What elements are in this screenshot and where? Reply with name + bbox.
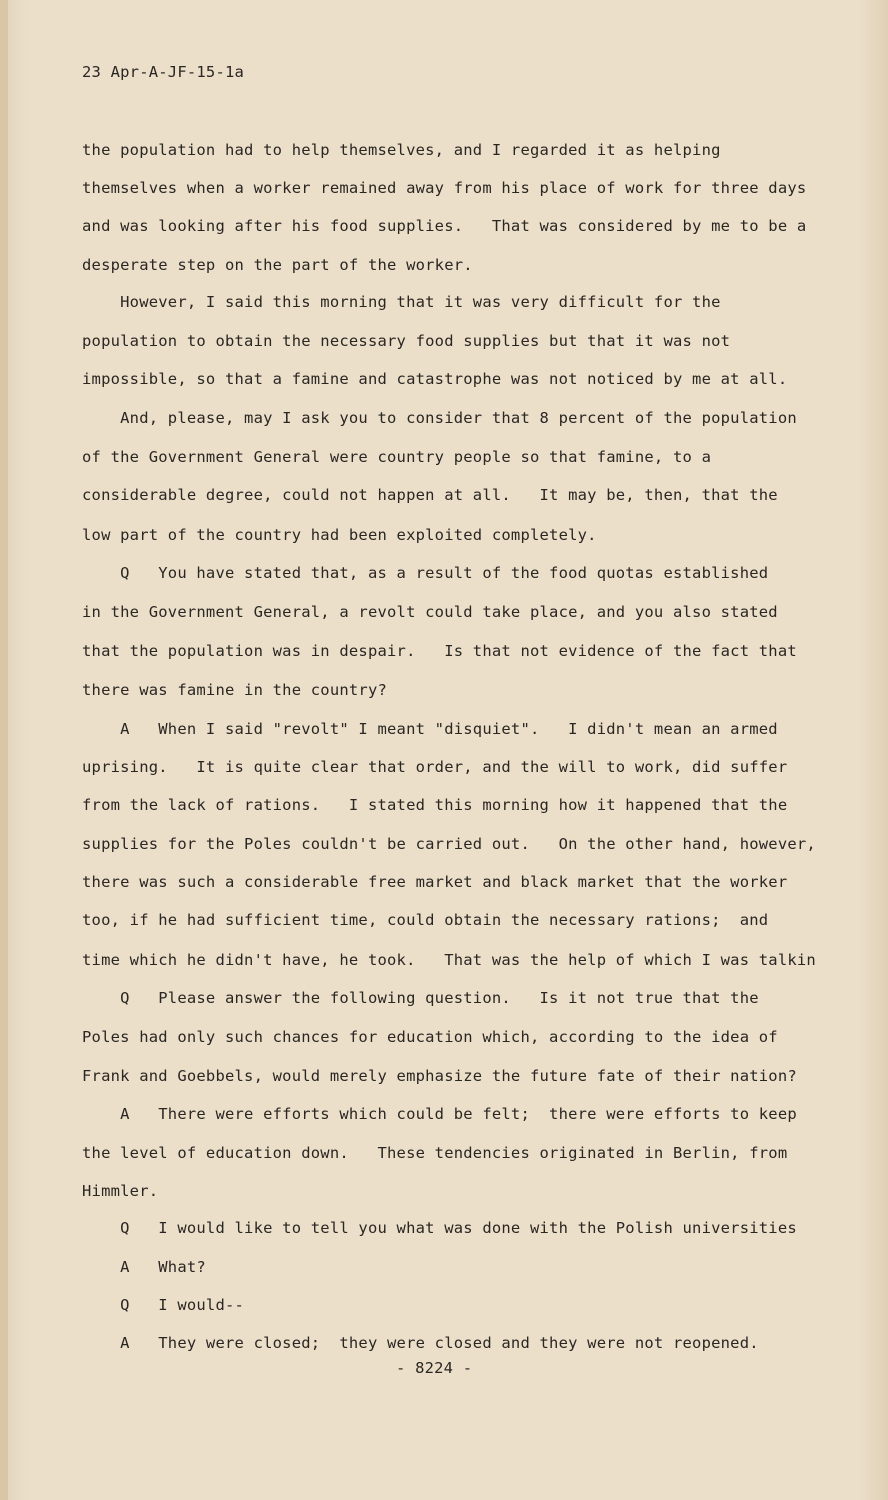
text-line: from the lack of rations. I stated this morning how it happened that the xyxy=(82,796,788,814)
text-line: population to obtain the necessary food supplies but that it was not xyxy=(82,332,731,350)
text-line: A When I said "revolt" I meant "disquiet". I didn't mean an armed xyxy=(82,720,778,738)
text-line: Frank and Goebbels, would merely emphasize the future fate of their nation? xyxy=(82,1067,797,1085)
text-line: themselves when a worker remained away from his place of work for three days xyxy=(82,179,807,197)
text-line: Q You have stated that, as a result of the food quotas established xyxy=(82,564,769,582)
text-line: A They were closed; they were closed and they were not reopened. xyxy=(82,1334,759,1352)
text-line: of the Government General were country people so that famine, to a xyxy=(82,448,712,466)
text-line: time which he didn't have, he took. That was the help of which I was talkin xyxy=(82,951,816,969)
text-line: too, if he had sufficient time, could obtain the necessary rations; and xyxy=(82,911,769,929)
text-line: the population had to help themselves, and I regarded it as helping xyxy=(82,141,721,159)
text-line: there was famine in the country? xyxy=(82,681,388,699)
text-line: And, please, may I ask you to consider that 8 percent of the population xyxy=(82,409,797,427)
text-line: However, I said this morning that it was very difficult for the xyxy=(82,293,721,311)
text-line: A There were efforts which could be felt; there were efforts to keep xyxy=(82,1105,797,1123)
text-line: Q I would like to tell you what was done with the Polish universities xyxy=(82,1219,797,1237)
text-line: A What? xyxy=(82,1258,206,1276)
page-number: - 8224 - xyxy=(396,1359,473,1377)
text-line: supplies for the Poles couldn't be carried out. On the other hand, however, xyxy=(82,835,816,853)
text-line: Q I would-- xyxy=(82,1296,245,1314)
text-line: the level of education down. These tendencies originated in Berlin, from xyxy=(82,1144,788,1162)
text-line: impossible, so that a famine and catastrophe was not noticed by me at all. xyxy=(82,370,788,388)
text-line: Q Please answer the following question. Is it not true that the xyxy=(82,989,759,1007)
text-line: there was such a considerable free market and black market that the worker xyxy=(82,873,788,891)
text-line: and was looking after his food supplies. That was considered by me to be a xyxy=(82,217,807,235)
text-line: Poles had only such chances for education which, according to the idea of xyxy=(82,1028,778,1046)
text-line: that the population was in despair. Is that not evidence of the fact that xyxy=(82,642,797,660)
text-line: considerable degree, could not happen at all. It may be, then, that the xyxy=(82,486,778,504)
text-line: desperate step on the part of the worker. xyxy=(82,256,473,274)
document-header: 23 Apr-A-JF-15-1a xyxy=(82,63,245,81)
text-line: low part of the country had been exploited completely. xyxy=(82,526,597,544)
text-line: Himmler. xyxy=(82,1182,159,1200)
text-line: uprising. It is quite clear that order, and the will to work, did suffer xyxy=(82,758,788,776)
text-line: in the Government General, a revolt could take place, and you also stated xyxy=(82,603,778,621)
